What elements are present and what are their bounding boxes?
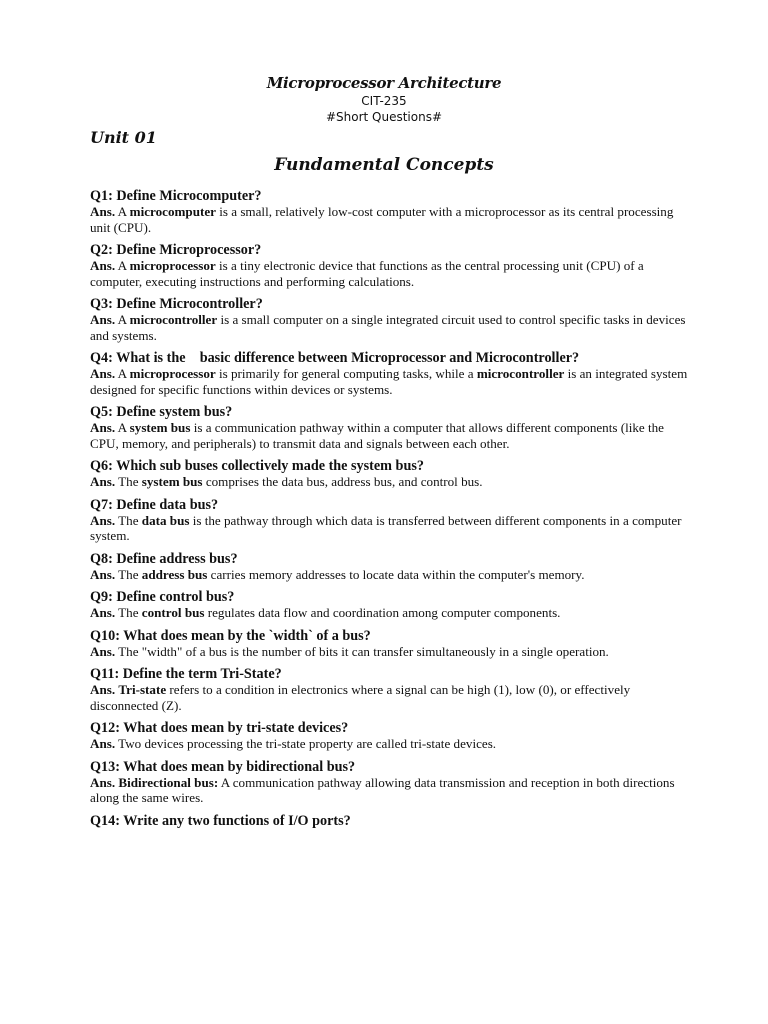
answer-emphasis: Ans.: [90, 736, 116, 751]
answer-segment: is a tiny electronic device that functions as the central processing unit (CPU) of a computer, executing instructions and performing calculations.: [90, 258, 644, 289]
answer-text: [90, 567, 690, 583]
answer-text: [90, 736, 690, 752]
qa-item: [90, 666, 690, 713]
answer-segment: Two devices processing the tri-state property are called tri-state devices.: [115, 736, 497, 751]
question-text: Q12: What does mean by tri-state devices?: [90, 720, 349, 736]
question-text: Q2: Define Microprocessor?: [90, 242, 262, 258]
answer-segment: The: [115, 605, 142, 620]
answer-emphasis: Ans.: [90, 420, 116, 435]
answer-emphasis: Ans.: [90, 366, 116, 381]
qa-item: [90, 296, 690, 343]
qa-item: [90, 404, 690, 451]
answer-emphasis: control bus: [141, 605, 205, 620]
qa-item: [90, 813, 690, 829]
question-text: Q5: Define system bus?: [90, 404, 233, 420]
answer-emphasis: system bus: [129, 420, 191, 435]
answer-emphasis: address bus: [141, 566, 208, 582]
answer-emphasis: Ans.: [90, 204, 116, 219]
answer-emphasis: microcontroller: [129, 312, 218, 327]
answer-emphasis: microprocessor: [129, 258, 216, 273]
answer-text: [90, 605, 690, 621]
answer-segment: A: [115, 366, 130, 381]
answer-emphasis: Bidirectional bus:: [118, 774, 219, 790]
question-text: Q9: Define control bus?: [90, 589, 235, 605]
question-text: Q10: What does mean by the `width` of a bus?: [90, 627, 371, 644]
answer-text: [90, 775, 690, 806]
answer-text: [90, 258, 690, 289]
answer-emphasis: system bus: [141, 474, 203, 489]
question-text: Q6: Which sub buses collectively made the system bus?: [90, 458, 424, 474]
qa-item: [90, 589, 690, 621]
answer-text: [90, 644, 690, 660]
section-title: Fundamental Concepts: [274, 155, 494, 175]
answer-segment: comprises the data bus, address bus, and control bus.: [202, 474, 483, 489]
qa-item: [90, 497, 690, 544]
qa-item: [90, 350, 690, 397]
question-text: Q13: What does mean by bidirectional bus?: [90, 758, 356, 775]
answer-emphasis: Ans.: [90, 605, 116, 620]
answer-emphasis: Ans.: [90, 474, 116, 489]
question-text: Q7: Define data bus?: [90, 496, 219, 513]
qa-item: [90, 759, 690, 806]
question-text: Q1: Define Microcomputer?: [90, 188, 262, 204]
answer-segment: A: [115, 204, 130, 219]
document-subtitle: #Short Questions#: [325, 110, 443, 124]
question-text: Q11: Define the term Tri-State?: [90, 666, 282, 682]
answer-segment: The: [115, 566, 142, 582]
answer-emphasis: Ans.: [90, 774, 116, 790]
answer-emphasis: Ans.: [90, 682, 116, 697]
answer-emphasis: microprocessor: [129, 366, 216, 381]
answer-segment: is the pathway through which data is transferred between different components in a computer system.: [90, 512, 682, 543]
answer-text: [90, 682, 690, 713]
answer-emphasis: Tri-state: [118, 682, 167, 697]
course-code: CIT-235: [361, 94, 407, 108]
answer-text: [90, 366, 690, 397]
answer-segment: is a communication pathway within a computer that allows different components (like the CPU, memory, and peripherals) to transmit data and signals between each other.: [90, 420, 664, 451]
answer-segment: A: [115, 312, 130, 327]
answer-emphasis: Ans.: [90, 312, 116, 327]
document-title: Microprocessor Architecture: [266, 74, 502, 92]
answer-emphasis: Ans.: [90, 566, 116, 582]
question-text: Q14: Write any two functions of I/O ports?: [90, 812, 351, 829]
answer-text: [90, 204, 690, 235]
answer-emphasis: microcontroller: [476, 366, 565, 381]
qa-item: [90, 720, 690, 752]
answer-emphasis: Ans.: [90, 258, 116, 273]
answer-text: [90, 474, 690, 490]
answer-text: [90, 513, 690, 544]
question-text: Q3: Define Microcontroller?: [90, 296, 263, 312]
answer-emphasis: microcomputer: [129, 204, 216, 219]
answer-emphasis: data bus: [141, 512, 190, 528]
qa-item: [90, 628, 690, 660]
unit-heading: Unit 01: [90, 128, 157, 147]
answer-emphasis: Ans.: [90, 643, 116, 659]
question-text: Q8: Define address bus?: [90, 550, 238, 567]
answer-emphasis: Ans.: [90, 512, 116, 528]
answer-segment: refers to a condition in electronics where a signal can be high (1), low (0), or effectively disconnected (Z).: [90, 682, 631, 713]
answer-segment: A communication pathway allowing data transmission and reception in both directions along the same wires.: [90, 774, 675, 805]
answer-segment: is a small, relatively low-cost computer with a microprocessor as its central processing unit (CPU).: [90, 204, 674, 235]
qa-item: [90, 242, 690, 289]
question-list: [90, 188, 690, 836]
answer-segment: regulates data flow and coordination among computer components.: [204, 605, 561, 620]
answer-segment: carries memory addresses to locate data within the computer's memory.: [207, 566, 585, 582]
answer-segment: The: [115, 474, 142, 489]
qa-item: [90, 551, 690, 583]
answer-segment: The "width" of a bus is the number of bits it can transfer simultaneously in a single operation.: [115, 643, 609, 659]
answer-text: [90, 312, 690, 343]
qa-item: [90, 458, 690, 490]
answer-segment: A: [115, 258, 130, 273]
answer-segment: is an integrated system designed for specific functions within devices or systems.: [90, 366, 688, 397]
answer-segment: is a small computer on a single integrated circuit used to control specific tasks in devices and systems.: [90, 312, 686, 343]
answer-text: [90, 420, 690, 451]
answer-segment: A: [115, 420, 130, 435]
answer-segment: is primarily for general computing tasks, while a: [215, 366, 477, 381]
qa-item: [90, 188, 690, 235]
answer-segment: The: [115, 512, 142, 528]
question-text: Q4: What is the basic difference between Microprocessor and Microcontroller?: [90, 350, 580, 366]
